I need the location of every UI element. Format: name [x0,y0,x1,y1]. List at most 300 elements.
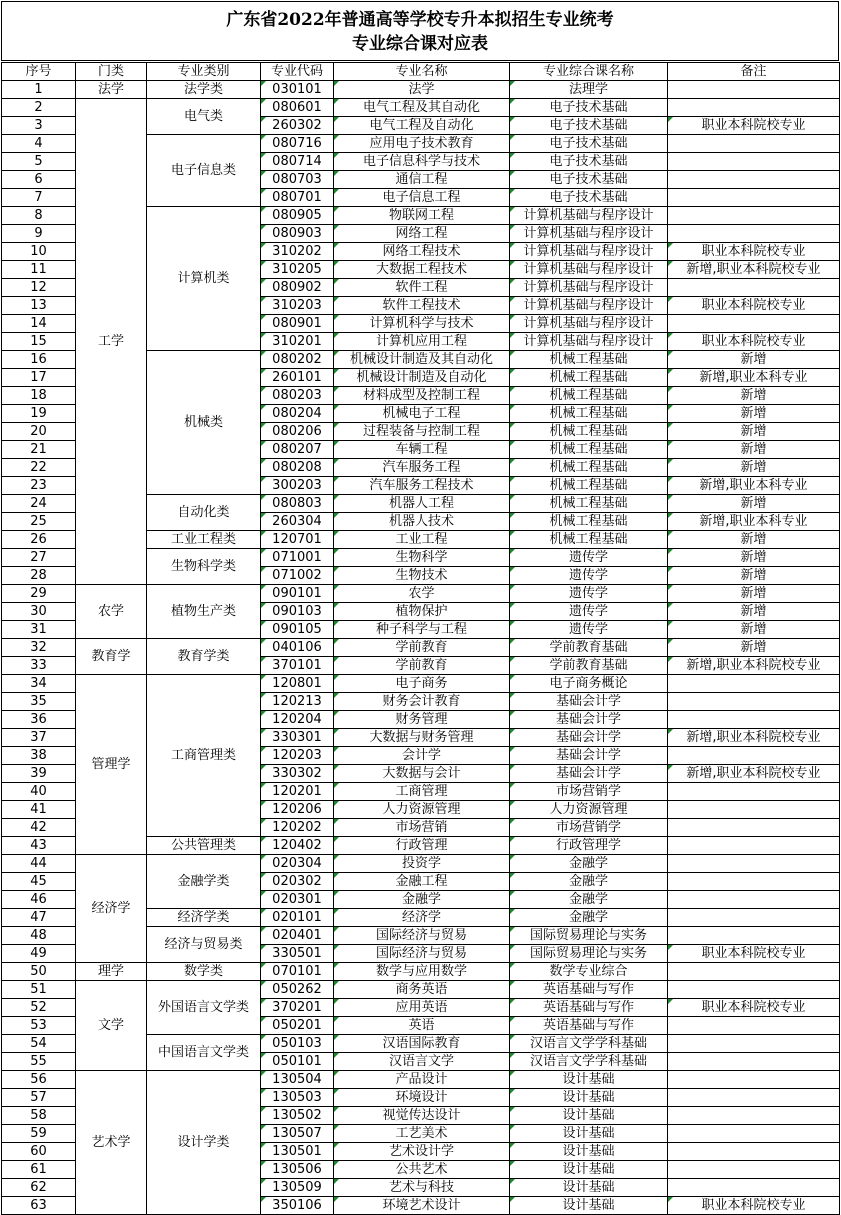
course-name: 遗传学 [510,567,668,585]
course-name: 计算机基础与程序设计 [510,279,668,297]
course-name: 设计基础 [510,1089,668,1107]
major-name: 公共艺术 [334,1161,510,1179]
major-name: 金融工程 [334,873,510,891]
row-number: 27 [2,549,76,567]
major-code: 020401 [261,927,334,945]
remark [668,1143,840,1161]
remark [668,837,840,855]
course-name: 电子技术基础 [510,153,668,171]
remark: 职业本科院校专业 [668,117,840,135]
row-number: 9 [2,225,76,243]
remark [668,891,840,909]
major-name: 大数据与会计 [334,765,510,783]
course-name: 电子技术基础 [510,171,668,189]
major-name: 大数据工程技术 [334,261,510,279]
course-name: 设计基础 [510,1107,668,1125]
course-name: 机械工程基础 [510,459,668,477]
discipline-category: 教育学 [76,639,147,675]
major-class: 法学类 [147,81,261,99]
major-code: 080714 [261,153,334,171]
major-name: 种子科学与工程 [334,621,510,639]
major-name: 电子信息工程 [334,189,510,207]
major-name: 会计学 [334,747,510,765]
major-code: 260302 [261,117,334,135]
major-code: 050101 [261,1053,334,1071]
table-row [2,99,840,117]
major-code: 310203 [261,297,334,315]
row-number: 38 [2,747,76,765]
major-class: 数学类 [147,963,261,981]
major-name: 英语 [334,1017,510,1035]
table-row [2,639,840,657]
major-code: 080903 [261,225,334,243]
major-code: 080701 [261,189,334,207]
major-name: 投资学 [334,855,510,873]
major-code: 310205 [261,261,334,279]
remark [668,1017,840,1035]
remark [668,693,840,711]
remark [668,1089,840,1107]
course-name: 遗传学 [510,603,668,621]
major-class: 生物科学类 [147,549,261,585]
remark [668,1035,840,1053]
major-code: 020302 [261,873,334,891]
row-number: 13 [2,297,76,315]
major-code: 120201 [261,783,334,801]
major-class: 植物生产类 [147,585,261,639]
course-name: 金融学 [510,855,668,873]
course-name: 金融学 [510,873,668,891]
major-code: 120203 [261,747,334,765]
major-name: 财务管理 [334,711,510,729]
major-name: 植物保护 [334,603,510,621]
course-name: 电子技术基础 [510,117,668,135]
course-name: 电子技术基础 [510,99,668,117]
row-number: 39 [2,765,76,783]
major-code: 130501 [261,1143,334,1161]
major-name: 国际经济与贸易 [334,927,510,945]
remark: 新增 [668,567,840,585]
remark [668,801,840,819]
row-number: 23 [2,477,76,495]
remark [668,909,840,927]
discipline-category: 工学 [76,99,147,585]
row-number: 16 [2,351,76,369]
major-code: 080901 [261,315,334,333]
header-note: 备注 [668,63,840,81]
course-name: 汉语言文学学科基础 [510,1053,668,1071]
major-code: 260304 [261,513,334,531]
course-name: 英语基础与写作 [510,1017,668,1035]
discipline-category: 农学 [76,585,147,639]
remark [668,819,840,837]
major-code: 080204 [261,405,334,423]
remark: 新增 [668,423,840,441]
header-row [2,63,840,81]
major-class: 外国语言文学类 [147,981,261,1035]
row-number: 30 [2,603,76,621]
header-class: 专业类别 [147,63,261,81]
remark [668,225,840,243]
remark: 新增 [668,351,840,369]
major-class: 计算机类 [147,207,261,351]
major-name: 物联网工程 [334,207,510,225]
major-course-table [1,62,840,1215]
remark: 新增 [668,639,840,657]
row-number: 1 [2,81,76,99]
major-name: 学前教育 [334,639,510,657]
major-code: 120202 [261,819,334,837]
course-name: 学前教育基础 [510,639,668,657]
course-name: 国际贸易理论与实务 [510,945,668,963]
remark: 新增 [668,441,840,459]
major-code: 370101 [261,657,334,675]
discipline-category: 法学 [76,81,147,99]
major-name: 应用英语 [334,999,510,1017]
row-number: 3 [2,117,76,135]
row-number: 37 [2,729,76,747]
course-name: 计算机基础与程序设计 [510,243,668,261]
course-name: 遗传学 [510,621,668,639]
major-name: 生物科学 [334,549,510,567]
major-name: 计算机科学与技术 [334,315,510,333]
major-code: 130504 [261,1071,334,1089]
row-number: 28 [2,567,76,585]
header-major: 专业名称 [334,63,510,81]
row-number: 63 [2,1197,76,1215]
row-number: 26 [2,531,76,549]
major-code: 071001 [261,549,334,567]
row-number: 49 [2,945,76,963]
major-name: 汉语言文学 [334,1053,510,1071]
major-name: 财务会计教育 [334,693,510,711]
remark [668,675,840,693]
major-class: 经济学类 [147,909,261,927]
major-class: 中国语言文学类 [147,1035,261,1071]
remark: 新增 [668,621,840,639]
major-name: 计算机应用工程 [334,333,510,351]
major-class: 机械类 [147,351,261,495]
row-number: 55 [2,1053,76,1071]
major-code: 310202 [261,243,334,261]
course-name: 设计基础 [510,1071,668,1089]
row-number: 51 [2,981,76,999]
major-name: 电气工程及自动化 [334,117,510,135]
row-number: 32 [2,639,76,657]
major-name: 人力资源管理 [334,801,510,819]
major-code: 120204 [261,711,334,729]
remark [668,1179,840,1197]
major-name: 通信工程 [334,171,510,189]
major-code: 120402 [261,837,334,855]
major-code: 330501 [261,945,334,963]
row-number: 40 [2,783,76,801]
course-name: 机械工程基础 [510,495,668,513]
table-body [2,81,840,1215]
row-number: 35 [2,693,76,711]
remark: 新增 [668,387,840,405]
row-number: 60 [2,1143,76,1161]
major-code: 080902 [261,279,334,297]
row-number: 33 [2,657,76,675]
row-number: 12 [2,279,76,297]
major-class: 经济与贸易类 [147,927,261,963]
remark [668,747,840,765]
row-number: 50 [2,963,76,981]
major-name: 机械电子工程 [334,405,510,423]
major-code: 330302 [261,765,334,783]
row-number: 52 [2,999,76,1017]
row-number: 18 [2,387,76,405]
header-no: 序号 [2,63,76,81]
course-name: 市场营销学 [510,819,668,837]
major-code: 120206 [261,801,334,819]
row-number: 11 [2,261,76,279]
course-name: 机械工程基础 [510,423,668,441]
course-name: 机械工程基础 [510,387,668,405]
course-name: 行政管理学 [510,837,668,855]
table-row [2,585,840,603]
major-name: 金融学 [334,891,510,909]
course-name: 机械工程基础 [510,531,668,549]
major-name: 机械设计制造及自动化 [334,369,510,387]
course-name: 法理学 [510,81,668,99]
remark [668,1071,840,1089]
row-number: 48 [2,927,76,945]
table-row [2,675,840,693]
major-code: 080803 [261,495,334,513]
major-code: 050201 [261,1017,334,1035]
course-name: 英语基础与写作 [510,981,668,999]
remark [668,81,840,99]
major-code: 080203 [261,387,334,405]
major-name: 商务英语 [334,981,510,999]
major-name: 汉语国际教育 [334,1035,510,1053]
remark: 新增 [668,603,840,621]
major-name: 软件工程 [334,279,510,297]
remark: 职业本科院校专业 [668,243,840,261]
major-code: 120213 [261,693,334,711]
discipline-category: 理学 [76,963,147,981]
major-code: 030101 [261,81,334,99]
row-number: 21 [2,441,76,459]
course-name: 数学专业综合 [510,963,668,981]
remark: 新增 [668,495,840,513]
course-name: 机械工程基础 [510,477,668,495]
major-name: 国际经济与贸易 [334,945,510,963]
major-name: 网络工程技术 [334,243,510,261]
remark [668,873,840,891]
table-row [2,981,840,999]
remark [668,783,840,801]
remark [668,1053,840,1071]
major-class: 工商管理类 [147,675,261,837]
course-name: 机械工程基础 [510,369,668,387]
major-class: 自动化类 [147,495,261,531]
remark: 新增 [668,531,840,549]
major-name: 环境艺术设计 [334,1197,510,1215]
course-name: 计算机基础与程序设计 [510,225,668,243]
discipline-category: 经济学 [76,855,147,963]
major-name: 机器人技术 [334,513,510,531]
course-name: 设计基础 [510,1197,668,1215]
course-name: 机械工程基础 [510,405,668,423]
course-name: 计算机基础与程序设计 [510,315,668,333]
major-name: 经济学 [334,909,510,927]
major-name: 材料成型及控制工程 [334,387,510,405]
remark: 新增,职业本科院校专业 [668,765,840,783]
row-number: 29 [2,585,76,603]
row-number: 57 [2,1089,76,1107]
course-name: 基础会计学 [510,765,668,783]
course-name: 国际贸易理论与实务 [510,927,668,945]
remark: 职业本科院校专业 [668,297,840,315]
major-code: 080905 [261,207,334,225]
major-code: 090101 [261,585,334,603]
major-name: 视觉传达设计 [334,1107,510,1125]
row-number: 56 [2,1071,76,1089]
remark: 新增,职业本科专业 [668,369,840,387]
major-code: 080208 [261,459,334,477]
course-name: 设计基础 [510,1161,668,1179]
header-course: 专业综合课名称 [510,63,668,81]
major-code: 040106 [261,639,334,657]
major-name: 电子信息科学与技术 [334,153,510,171]
major-name: 农学 [334,585,510,603]
discipline-category: 文学 [76,981,147,1071]
major-code: 080207 [261,441,334,459]
major-name: 产品设计 [334,1071,510,1089]
row-number: 15 [2,333,76,351]
major-code: 050262 [261,981,334,999]
major-name: 汽车服务工程 [334,459,510,477]
remark [668,981,840,999]
row-number: 14 [2,315,76,333]
row-number: 46 [2,891,76,909]
remark: 新增,职业本科专业 [668,513,840,531]
remark [668,99,840,117]
major-code: 120801 [261,675,334,693]
major-name: 法学 [334,81,510,99]
discipline-category: 管理学 [76,675,147,855]
major-code: 020301 [261,891,334,909]
table-title [1,1,839,61]
major-code: 330301 [261,729,334,747]
row-number: 22 [2,459,76,477]
remark: 新增,职业本科院校专业 [668,657,840,675]
remark [668,1107,840,1125]
course-name: 英语基础与写作 [510,999,668,1017]
major-class: 设计学类 [147,1071,261,1215]
row-number: 5 [2,153,76,171]
remark [668,135,840,153]
course-name: 设计基础 [510,1143,668,1161]
major-name: 艺术设计学 [334,1143,510,1161]
row-number: 44 [2,855,76,873]
course-name: 计算机基础与程序设计 [510,297,668,315]
course-name: 电子技术基础 [510,135,668,153]
major-name: 电子商务 [334,675,510,693]
row-number: 62 [2,1179,76,1197]
course-name: 设计基础 [510,1179,668,1197]
major-name: 数学与应用数学 [334,963,510,981]
row-number: 2 [2,99,76,117]
title-line-1: 广东省2022年普通高等学校专升本拟招生专业统考 [226,10,614,30]
remark: 新增 [668,405,840,423]
table-row [2,81,840,99]
course-name: 机械工程基础 [510,441,668,459]
remark: 新增,职业本科院校专业 [668,729,840,747]
row-number: 25 [2,513,76,531]
row-number: 61 [2,1161,76,1179]
major-name: 机械设计制造及其自动化 [334,351,510,369]
major-code: 070101 [261,963,334,981]
course-name: 市场营销学 [510,783,668,801]
row-number: 53 [2,1017,76,1035]
remark: 职业本科院校专业 [668,999,840,1017]
remark [668,315,840,333]
major-name: 工商管理 [334,783,510,801]
row-number: 24 [2,495,76,513]
remark [668,1161,840,1179]
course-name: 汉语言文学学科基础 [510,1035,668,1053]
major-name: 软件工程技术 [334,297,510,315]
major-code: 130502 [261,1107,334,1125]
row-number: 4 [2,135,76,153]
header-code: 专业代码 [261,63,334,81]
course-name: 基础会计学 [510,729,668,747]
header-category: 门类 [76,63,147,81]
major-code: 370201 [261,999,334,1017]
row-number: 8 [2,207,76,225]
row-number: 19 [2,405,76,423]
table-row [2,855,840,873]
course-name: 遗传学 [510,549,668,567]
major-class: 电气类 [147,99,261,135]
major-name: 大数据与财务管理 [334,729,510,747]
remark: 新增 [668,549,840,567]
row-number: 36 [2,711,76,729]
major-code: 130509 [261,1179,334,1197]
major-name: 汽车服务工程技术 [334,477,510,495]
major-name: 过程装备与控制工程 [334,423,510,441]
remark [668,153,840,171]
remark [668,927,840,945]
major-name: 市场营销 [334,819,510,837]
row-number: 41 [2,801,76,819]
major-class: 金融学类 [147,855,261,909]
major-name: 工艺美术 [334,1125,510,1143]
course-name: 设计基础 [510,1125,668,1143]
major-code: 020101 [261,909,334,927]
major-code: 080601 [261,99,334,117]
major-class: 电子信息类 [147,135,261,207]
remark: 新增 [668,585,840,603]
major-name: 应用电子技术教育 [334,135,510,153]
title-line-2: 专业综合课对应表 [352,34,488,54]
major-code: 090105 [261,621,334,639]
course-name: 基础会计学 [510,693,668,711]
major-code: 350106 [261,1197,334,1215]
course-name: 人力资源管理 [510,801,668,819]
row-number: 45 [2,873,76,891]
remark [668,1125,840,1143]
major-code: 080206 [261,423,334,441]
course-name: 机械工程基础 [510,513,668,531]
major-name: 行政管理 [334,837,510,855]
major-class: 公共管理类 [147,837,261,855]
major-code: 120701 [261,531,334,549]
